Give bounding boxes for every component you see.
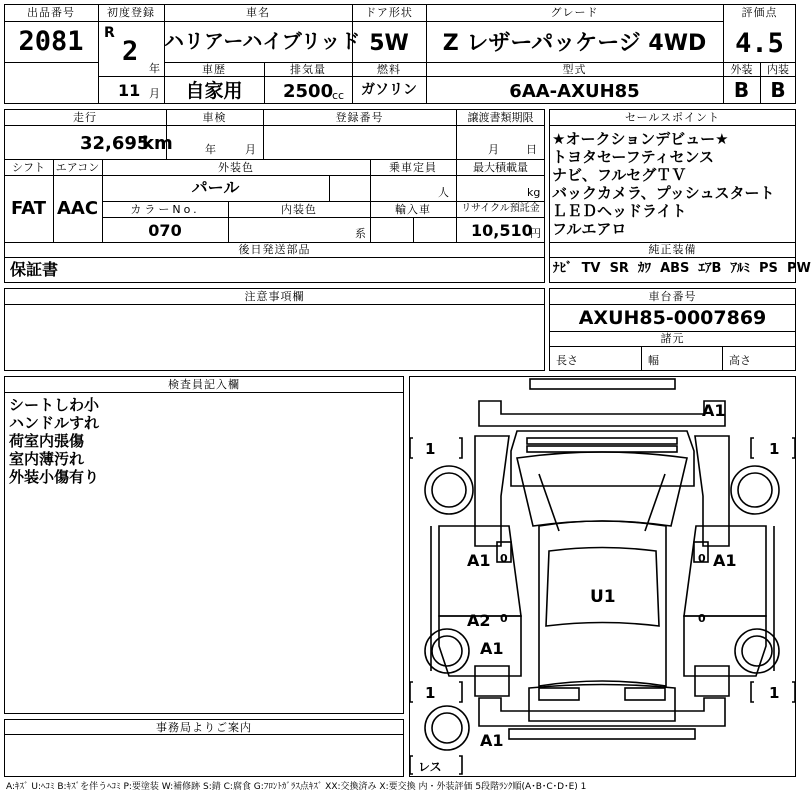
equipment-label: 純正装備 (648, 243, 697, 256)
type-label: 型式 (562, 63, 587, 76)
equipment-item: TV (581, 261, 601, 276)
sales-points-label: セールスポイント (624, 111, 720, 124)
exterior-label: 外装 (730, 63, 753, 76)
inspector-note: 室内薄汚れ (9, 450, 85, 468)
windshield (517, 452, 687, 526)
equipment-item: ｱﾙﾐ (730, 261, 750, 276)
tire-rear-left: 1 (425, 684, 436, 702)
era: R (104, 25, 115, 41)
deadline-label: 譲渡書類期限 (467, 111, 534, 124)
svg-text:0: 0 (500, 612, 508, 625)
lot-no: 2081 (18, 26, 84, 57)
model-type: 6AA-AXUH85 (509, 81, 640, 102)
mark-left-rear-door: A2 (467, 611, 491, 630)
height-label: 高さ (729, 354, 751, 367)
front-bumper-top (530, 379, 675, 389)
right-front-door (684, 526, 766, 616)
front-bumper (479, 401, 725, 426)
displacement-label: 排気量 (290, 63, 326, 76)
chassis-label: 車台番号 (648, 290, 697, 303)
int-color-unit: 系 (355, 227, 366, 240)
shift: FAT (10, 198, 47, 219)
fuel-label: 燃料 (377, 63, 401, 76)
equipment-item: ｴｱB (698, 261, 722, 276)
mileage-unit: km (142, 133, 173, 154)
inspector-label: 検査員記入欄 (168, 378, 240, 391)
shift-label: シフト (12, 161, 45, 174)
equipment-item: PS (759, 261, 778, 276)
svg-text:0: 0 (698, 552, 706, 565)
score: 4.5 (735, 28, 784, 59)
equipment-item: ABS (660, 261, 690, 276)
fuel: ガソリン (361, 82, 417, 98)
rear-bumper-inner (539, 688, 579, 700)
rear-right-body (695, 666, 729, 696)
capacity-label: 乗車定員 (389, 161, 437, 174)
mileage-label: 走行 (73, 111, 97, 124)
displacement: 2500 (283, 81, 334, 102)
notes-label: 注意事項欄 (244, 290, 305, 303)
model-name: ハリアーハイブリッド (164, 29, 361, 53)
recycle-deposit: 10,510 (471, 221, 533, 240)
year-unit: 年 (149, 62, 160, 75)
door-label: ドア形状 (365, 6, 413, 19)
left-body (475, 436, 509, 546)
color-no: 070 (148, 221, 182, 240)
sales-point-item: ★オークションデビュー★ (552, 130, 729, 148)
equipment-item: SR (609, 261, 629, 276)
inspector-note: 外装小傷有り (9, 468, 100, 486)
car-diagram (409, 376, 796, 777)
mark-bottom-left: A1 (480, 731, 504, 750)
max-load-unit: kg (527, 186, 541, 199)
inspector-note: ハンドルすれ (9, 414, 100, 432)
svg-text:0: 0 (698, 612, 706, 625)
inspection-label: 車検 (202, 111, 227, 124)
equipment-item: ｶﾜ (638, 261, 651, 276)
mark-right-door: A1 (713, 551, 737, 570)
later-parts-label: 後日発送部品 (238, 243, 311, 256)
mileage: 32,695 (80, 133, 150, 154)
import-label: 輸入車 (395, 203, 431, 216)
capacity-unit: 人 (438, 186, 449, 199)
hood (511, 431, 694, 486)
right-rear-door (684, 616, 766, 676)
right-body (695, 436, 729, 546)
first-reg-label: 初度登録 (107, 6, 155, 19)
month-unit: 月 (149, 87, 160, 100)
equipment-item: PW (786, 261, 811, 276)
svg-text:0: 0 (500, 552, 508, 565)
specs-label: 諸元 (660, 332, 685, 345)
deadline-month-unit: 月 (488, 143, 499, 156)
mark-roof: U1 (590, 587, 616, 607)
sales-point-item: バックカメラ、プッシュスタート (552, 184, 775, 202)
inspector-note: シートしわ小 (9, 396, 100, 414)
mark-left-rear: A1 (480, 639, 504, 658)
ext-color: パール (191, 178, 240, 197)
grade-label: グレード (550, 6, 599, 19)
displacement-unit: cc (332, 89, 345, 102)
office-label: 事務局よりご案内 (156, 721, 252, 734)
sales-point-item: フルエアロ (552, 220, 627, 238)
tailgate (529, 685, 675, 722)
int-color-label: 内装色 (281, 203, 317, 216)
legend: A:ｷｽﾞ U:ﾍｺﾐ B:ｷｽﾞを伴うﾍｺﾐ P:要塗装 W:補修跡 S:錆 C:腐食 G:ﾌﾛﾝﾄｶﾞﾗｽ点ｷｽﾞ XX:交換済み X:要交換 内・外装評価 5段階ﾗﾝｸ順(A･B･C･D･E) 1 (6, 782, 587, 792)
interior-label: 内装 (767, 63, 789, 76)
door-type: 5W (369, 31, 409, 56)
length-label: 長さ (556, 354, 578, 367)
sales-point-item: ＬＥＤヘッドライト (552, 202, 687, 220)
exterior-grade: B (733, 78, 750, 102)
mark-top-right: A1 (702, 401, 726, 420)
equipment-item: ﾅﾋﾞ (553, 261, 573, 276)
lot-no-label: 出品番号 (27, 6, 75, 19)
rear-left-body (475, 666, 509, 696)
max-load-label: 最大積載量 (473, 161, 528, 174)
deadline-day-unit: 日 (526, 143, 537, 156)
inspection-month-unit: 月 (245, 143, 256, 156)
left-front-door (439, 526, 521, 616)
sales-point-item: トヨタセーフティセンス (552, 148, 715, 166)
chassis-number: AXUH85-0007869 (578, 307, 767, 329)
tire-spare: レス (418, 760, 442, 774)
recycle-label: リサイクル預託金 (461, 203, 540, 214)
inspection-year-unit: 年 (205, 143, 216, 156)
reg-year: 2 (122, 36, 139, 67)
color-no-label: カラーNo. (130, 203, 200, 216)
equipment-list (553, 262, 811, 275)
tire-front-left: 1 (425, 440, 436, 458)
reg-month: 11 (118, 81, 141, 100)
history-label: 車歴 (202, 63, 226, 76)
recycle-unit: 円 (530, 227, 541, 240)
tire-front-right: 1 (769, 440, 780, 458)
mark-left-door: A1 (467, 551, 491, 570)
history: 自家用 (185, 80, 243, 102)
model-label: 車名 (246, 6, 270, 19)
score-label: 評価点 (741, 6, 778, 19)
ext-color-label: 外装色 (218, 161, 254, 174)
inspector-note: 荷室内張傷 (9, 432, 85, 450)
sales-point-item: ナビ、フルセグＴＶ (552, 166, 687, 184)
reg-no-label: 登録番号 (335, 111, 384, 124)
width-label: 幅 (648, 354, 659, 367)
interior-grade: B (770, 78, 786, 102)
later-parts: 保証書 (10, 260, 59, 279)
tire-rear-right: 1 (769, 684, 780, 702)
grade: Z レザーパッケージ 4WD (442, 31, 707, 56)
ac-label: エアコン (55, 161, 100, 174)
ac: AAC (56, 198, 99, 219)
